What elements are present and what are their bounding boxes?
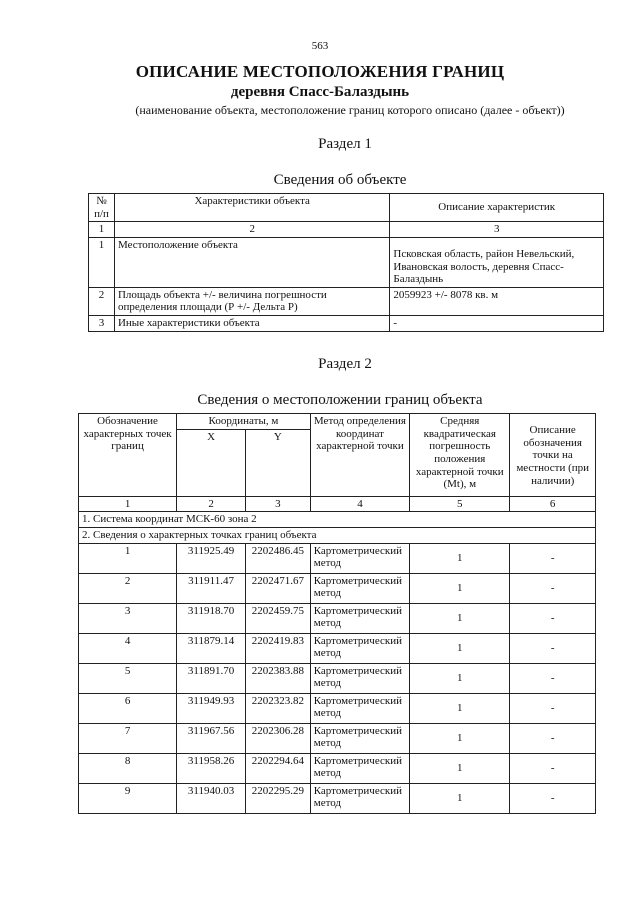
column-number-row [79,496,596,512]
column-header: № п/п [89,194,115,222]
table-row [79,543,596,573]
x-coordinate: 311925.49 [177,543,246,573]
accuracy-cell: 1 [410,603,510,633]
column-number: 2 [114,222,389,238]
boundary-points-table [78,413,596,814]
characteristic-name: Местоположение объекта [114,237,389,287]
accuracy-cell: 1 [410,633,510,663]
accuracy-cell: 1 [410,753,510,783]
description-cell: - [510,753,596,783]
table-row [89,316,604,332]
y-coordinate: 2202294.64 [246,753,311,783]
column-number: 1 [79,496,177,512]
point-number: 1 [79,543,177,573]
y-coordinate: 2202419.83 [246,633,311,663]
characteristic-value: Псковская область, район Невельский, Ивановская волость, деревня Спасс- Балаздынь [390,237,604,287]
y-coordinate: 2202323.82 [246,693,311,723]
column-header: Обозначение характерных точек границ [79,414,177,497]
y-coordinate: 2202486.45 [246,543,311,573]
column-number: 2 [177,496,246,512]
point-number: 8 [79,753,177,783]
method-cell: Картометрический метод [310,693,409,723]
characteristic-name: Иные характеристики объекта [114,316,389,332]
method-cell: Картометрический метод [310,663,409,693]
description-cell: - [510,663,596,693]
title-note: (наименование объекта, местоположение границ которого описано (далее - объект)) [135,103,565,117]
column-header: Координаты, м [177,414,311,430]
table-header-row [89,194,604,222]
points-section-row [79,527,596,543]
table-row [79,573,596,603]
point-number: 3 [79,603,177,633]
x-coordinate: 311958.26 [177,753,246,783]
row-number: 3 [89,316,115,332]
y-coordinate: 2202471.67 [246,573,311,603]
method-cell: Картометрический метод [310,783,409,813]
document-subtitle: деревня Спасс-Балаздынь [230,84,410,100]
table-row [79,783,596,813]
column-number: 5 [410,496,510,512]
accuracy-cell: 1 [410,723,510,753]
column-number: 3 [246,496,311,512]
column-number: 6 [510,496,596,512]
column-header: Средняя квадратическая погрешность положения характерной точки (Mt), м [410,414,510,497]
section2-label: Раздел 2 [318,356,372,372]
column-number: 3 [390,222,604,238]
page-number: 563 [311,40,329,52]
point-number: 7 [79,723,177,753]
x-coordinate: 311891.70 [177,663,246,693]
column-header: Y [246,429,311,496]
object-info-table [88,193,604,332]
coordinate-system-label: 1. Система координат МСК-60 зона 2 [79,512,596,528]
y-coordinate: 2202295.29 [246,783,311,813]
characteristic-name: Площадь объекта +/- величина погрешности определения площади (Р +/- Дельта Р) [114,287,389,315]
table-row [79,663,596,693]
point-number: 6 [79,693,177,723]
table-row [79,753,596,783]
column-header: Характеристики объекта [114,194,389,222]
document-title: ОПИСАНИЕ МЕСТОПОЛОЖЕНИЯ ГРАНИЦ [135,62,505,81]
y-coordinate: 2202306.28 [246,723,311,753]
y-coordinate: 2202459.75 [246,603,311,633]
point-number: 2 [79,573,177,603]
row-number: 2 [89,287,115,315]
characteristic-value: - [390,316,604,332]
accuracy-cell: 1 [410,693,510,723]
method-cell: Картометрический метод [310,543,409,573]
accuracy-cell: 1 [410,663,510,693]
column-number: 1 [89,222,115,238]
method-cell: Картометрический метод [310,633,409,663]
method-cell: Картометрический метод [310,603,409,633]
table-row [79,603,596,633]
section2-heading: Сведения о местоположении границ объекта [197,392,483,408]
point-number: 4 [79,633,177,663]
x-coordinate: 311879.14 [177,633,246,663]
table-row [79,693,596,723]
description-cell: - [510,693,596,723]
characteristic-value: 2059923 +/- 8078 кв. м [390,287,604,315]
section1-heading: Сведения об объекте [273,172,407,188]
point-number: 9 [79,783,177,813]
description-cell: - [510,543,596,573]
x-coordinate: 311918.70 [177,603,246,633]
point-number: 5 [79,663,177,693]
accuracy-cell: 1 [410,543,510,573]
table-row [79,633,596,663]
description-cell: - [510,723,596,753]
description-cell: - [510,573,596,603]
method-cell: Картометрический метод [310,723,409,753]
x-coordinate: 311949.93 [177,693,246,723]
section1-label: Раздел 1 [318,136,372,152]
table-header-row [79,414,596,430]
method-cell: Картометрический метод [310,573,409,603]
description-cell: - [510,603,596,633]
table-row [89,287,604,315]
coordinate-system-row [79,512,596,528]
accuracy-cell: 1 [410,573,510,603]
accuracy-cell: 1 [410,783,510,813]
y-coordinate: 2202383.88 [246,663,311,693]
x-coordinate: 311940.03 [177,783,246,813]
description-cell: - [510,783,596,813]
column-header: Метод определения координат характерной точки [310,414,409,497]
points-body [79,543,596,813]
column-header: Описание обозначения точки на местности (при наличии) [510,414,596,497]
x-coordinate: 311967.56 [177,723,246,753]
row-number: 1 [89,237,115,287]
column-number: 4 [310,496,409,512]
column-header: X [177,429,246,496]
column-header: Описание характеристик [390,194,604,222]
points-section-label: 2. Сведения о характерных точках границ объекта [79,527,596,543]
table-row [89,237,604,287]
description-cell: - [510,633,596,663]
table-row [79,723,596,753]
method-cell: Картометрический метод [310,753,409,783]
x-coordinate: 311911.47 [177,573,246,603]
column-number-row [89,222,604,238]
